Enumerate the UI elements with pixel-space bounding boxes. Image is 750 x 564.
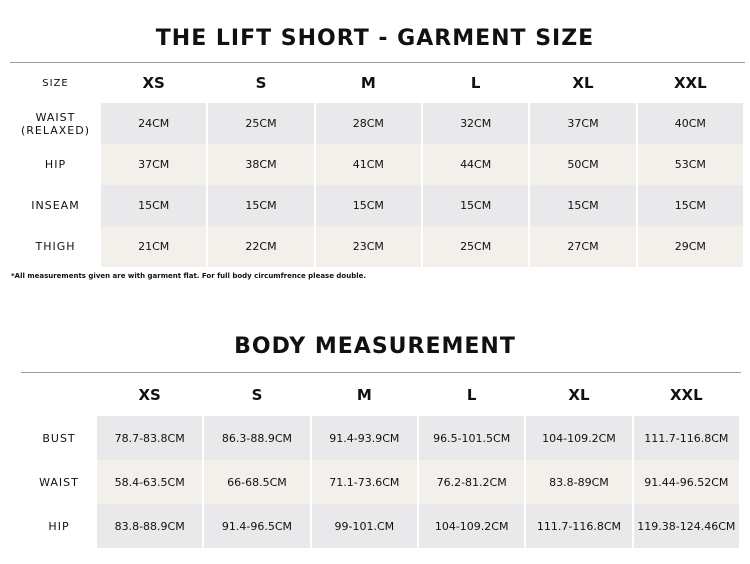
garment-row-thigh	[12, 226, 743, 267]
row-label-bust: BUST	[23, 416, 95, 460]
table-cell: 83.8-88.9CM	[97, 504, 202, 548]
body-size-header-s: S	[251, 385, 263, 404]
table-cell: 111.7-116.8CM	[634, 416, 739, 460]
garment-size-table	[10, 63, 745, 267]
table-cell: 104-109.2CM	[419, 504, 524, 548]
table-cell: 27CM	[530, 226, 635, 267]
table-cell: 32CM	[423, 103, 528, 144]
row-label-inseam: INSEAM	[12, 185, 99, 226]
table-cell: 28CM	[316, 103, 421, 144]
row-label-hip: HIP	[12, 144, 99, 185]
table-cell: 15CM	[423, 185, 528, 226]
table-cell: 38CM	[208, 144, 313, 185]
body-size-header-m: M	[356, 385, 372, 404]
size-header-s: S	[255, 74, 267, 92]
body-size-header-l: L	[466, 385, 477, 404]
garment-row-inseam	[12, 185, 743, 226]
garment-header-row	[12, 63, 743, 103]
table-cell: 96.5-101.5CM	[419, 416, 524, 460]
body-header-row	[23, 373, 739, 416]
size-header-m: M	[360, 74, 376, 92]
table-cell: 71.1-73.6CM	[312, 460, 417, 504]
table-cell: 15CM	[101, 185, 206, 226]
table-cell: 40CM	[638, 103, 743, 144]
row-label-hip: HIP	[23, 504, 95, 548]
table-cell: 41CM	[316, 144, 421, 185]
table-cell: 86.3-88.9CM	[204, 416, 309, 460]
body-header-empty	[23, 373, 95, 416]
table-cell: 23CM	[316, 226, 421, 267]
table-cell: 53CM	[638, 144, 743, 185]
table-cell: 119.38-124.46CM	[634, 504, 739, 548]
body-measurement-table	[21, 373, 741, 548]
table-cell: 91.4-93.9CM	[312, 416, 417, 460]
size-header-l: L	[470, 74, 481, 92]
table-cell: 25CM	[208, 103, 313, 144]
body-row-bust	[23, 416, 739, 460]
table-cell: 83.8-89CM	[526, 460, 631, 504]
table-cell: 37CM	[530, 103, 635, 144]
table-cell: 24CM	[101, 103, 206, 144]
garment-size-title: THE LIFT SHORT - GARMENT SIZE	[155, 26, 595, 51]
table-cell: 37CM	[101, 144, 206, 185]
table-cell: 66-68.5CM	[204, 460, 309, 504]
measurement-note: *All measurements given are with garment flat. For full body circumfrence please double.	[11, 272, 367, 280]
table-cell: 76.2-81.2CM	[419, 460, 524, 504]
body-row-hip	[23, 504, 739, 548]
body-size-header-xs: XS	[138, 385, 161, 404]
table-cell: 29CM	[638, 226, 743, 267]
table-cell: 50CM	[530, 144, 635, 185]
table-cell: 91.4-96.5CM	[204, 504, 309, 548]
body-row-waist	[23, 460, 739, 504]
garment-row-waist	[12, 103, 743, 144]
row-label-waist	[12, 103, 99, 144]
row-label-waist-line2: (RELAXED)	[20, 123, 91, 137]
row-label-thigh: THIGH	[12, 226, 99, 267]
table-cell: 15CM	[316, 185, 421, 226]
size-header-xl: XL	[572, 74, 594, 92]
row-label-waist: WAIST	[23, 460, 95, 504]
table-cell: 111.7-116.8CM	[526, 504, 631, 548]
body-size-header-xxl: XXL	[669, 385, 703, 404]
table-cell: 22CM	[208, 226, 313, 267]
table-cell: 99-101.CM	[312, 504, 417, 548]
table-cell: 15CM	[638, 185, 743, 226]
table-cell: 91.44-96.52CM	[634, 460, 739, 504]
table-cell: 15CM	[208, 185, 313, 226]
table-cell: 78.7-83.8CM	[97, 416, 202, 460]
table-cell: 15CM	[530, 185, 635, 226]
size-column-label: SIZE	[42, 77, 69, 89]
table-cell: 44CM	[423, 144, 528, 185]
table-cell: 25CM	[423, 226, 528, 267]
row-label-waist-line1: WAIST	[35, 110, 76, 124]
table-cell: 58.4-63.5CM	[97, 460, 202, 504]
garment-row-hip	[12, 144, 743, 185]
body-measurement-title: BODY MEASUREMENT	[234, 334, 516, 359]
table-cell: 104-109.2CM	[526, 416, 631, 460]
size-header-xs: XS	[142, 74, 165, 92]
body-size-header-xl: XL	[568, 385, 590, 404]
size-header-xxl: XXL	[673, 74, 707, 92]
table-cell: 21CM	[101, 226, 206, 267]
